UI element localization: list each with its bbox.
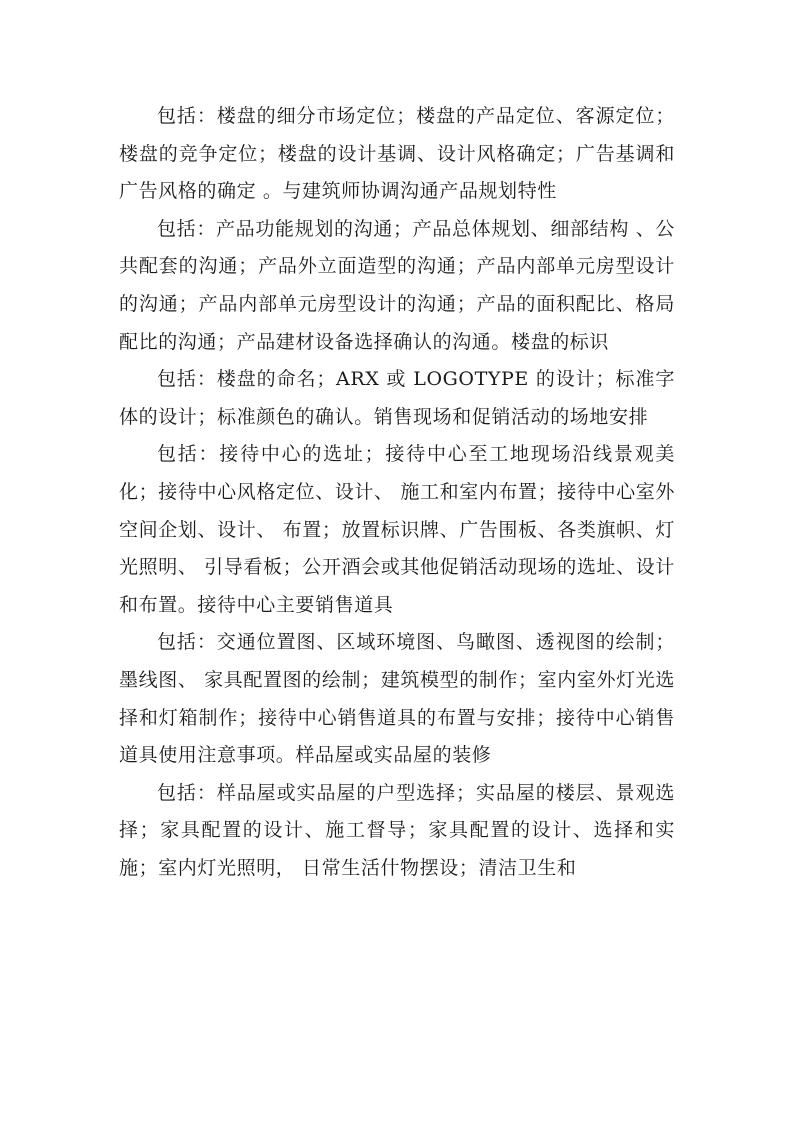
document-body <box>119 98 675 887</box>
paragraph-product-planning: 包括：产品功能规划的沟通；产品总体规划、细部结构 、公共配套的沟通；产品外立面造型的沟通；产品内部单元房型设计的沟通；产品内部单元房型设计的沟通；产品的面积配比、格局配比的沟通；产品建材设备选择确认的沟通。楼盘的标识 <box>119 217 675 353</box>
paragraph-property-identity: 包括：楼盘的命名；ARX 或 LOGOTYPE 的设计；标准字体的设计；标准颜色的确认。销售现场和促销活动的场地安排 <box>119 368 675 428</box>
paragraph-sales-props: 包括：交通位置图、区域环境图、鸟瞰图、透视图的绘制；墨线图、 家具配置图的绘制；建筑模型的制作；室内室外灯光选择和灯箱制作；接待中心销售道具的布置与安排；接待中心销售道具使用注意事项。样品屋或实品屋的装修 <box>119 631 675 767</box>
paragraph-market-positioning: 包括：楼盘的细分市场定位；楼盘的产品定位、客源定位；楼盘的竞争定位；楼盘的设计基调、设计风格确定；广告基调和广告风格的确定 。与建筑师协调沟通产品规划特性 <box>119 105 675 203</box>
paragraph-sales-venue: 包括：接待中心的选址；接待中心至工地现场沿线景观美化；接待中心风格定位、设计、 施工和室内布置；接待中心室外空间企划、设计、 布置；放置标识牌、广告围板、各类旗帜、灯光照明、 引导看板；公开酒会或其他促销活动现场的选址、设计和布置。接待中心主要销售道具 <box>119 443 675 616</box>
paragraph-show-unit: 包括：样品屋或实品屋的户型选择；实品屋的楼层、景观选择；家具配置的设计、施工督导；家具配置的设计、选择和实施；室内灯光照明， 日常生活什物摆设；清洁卫生和 <box>119 781 675 879</box>
